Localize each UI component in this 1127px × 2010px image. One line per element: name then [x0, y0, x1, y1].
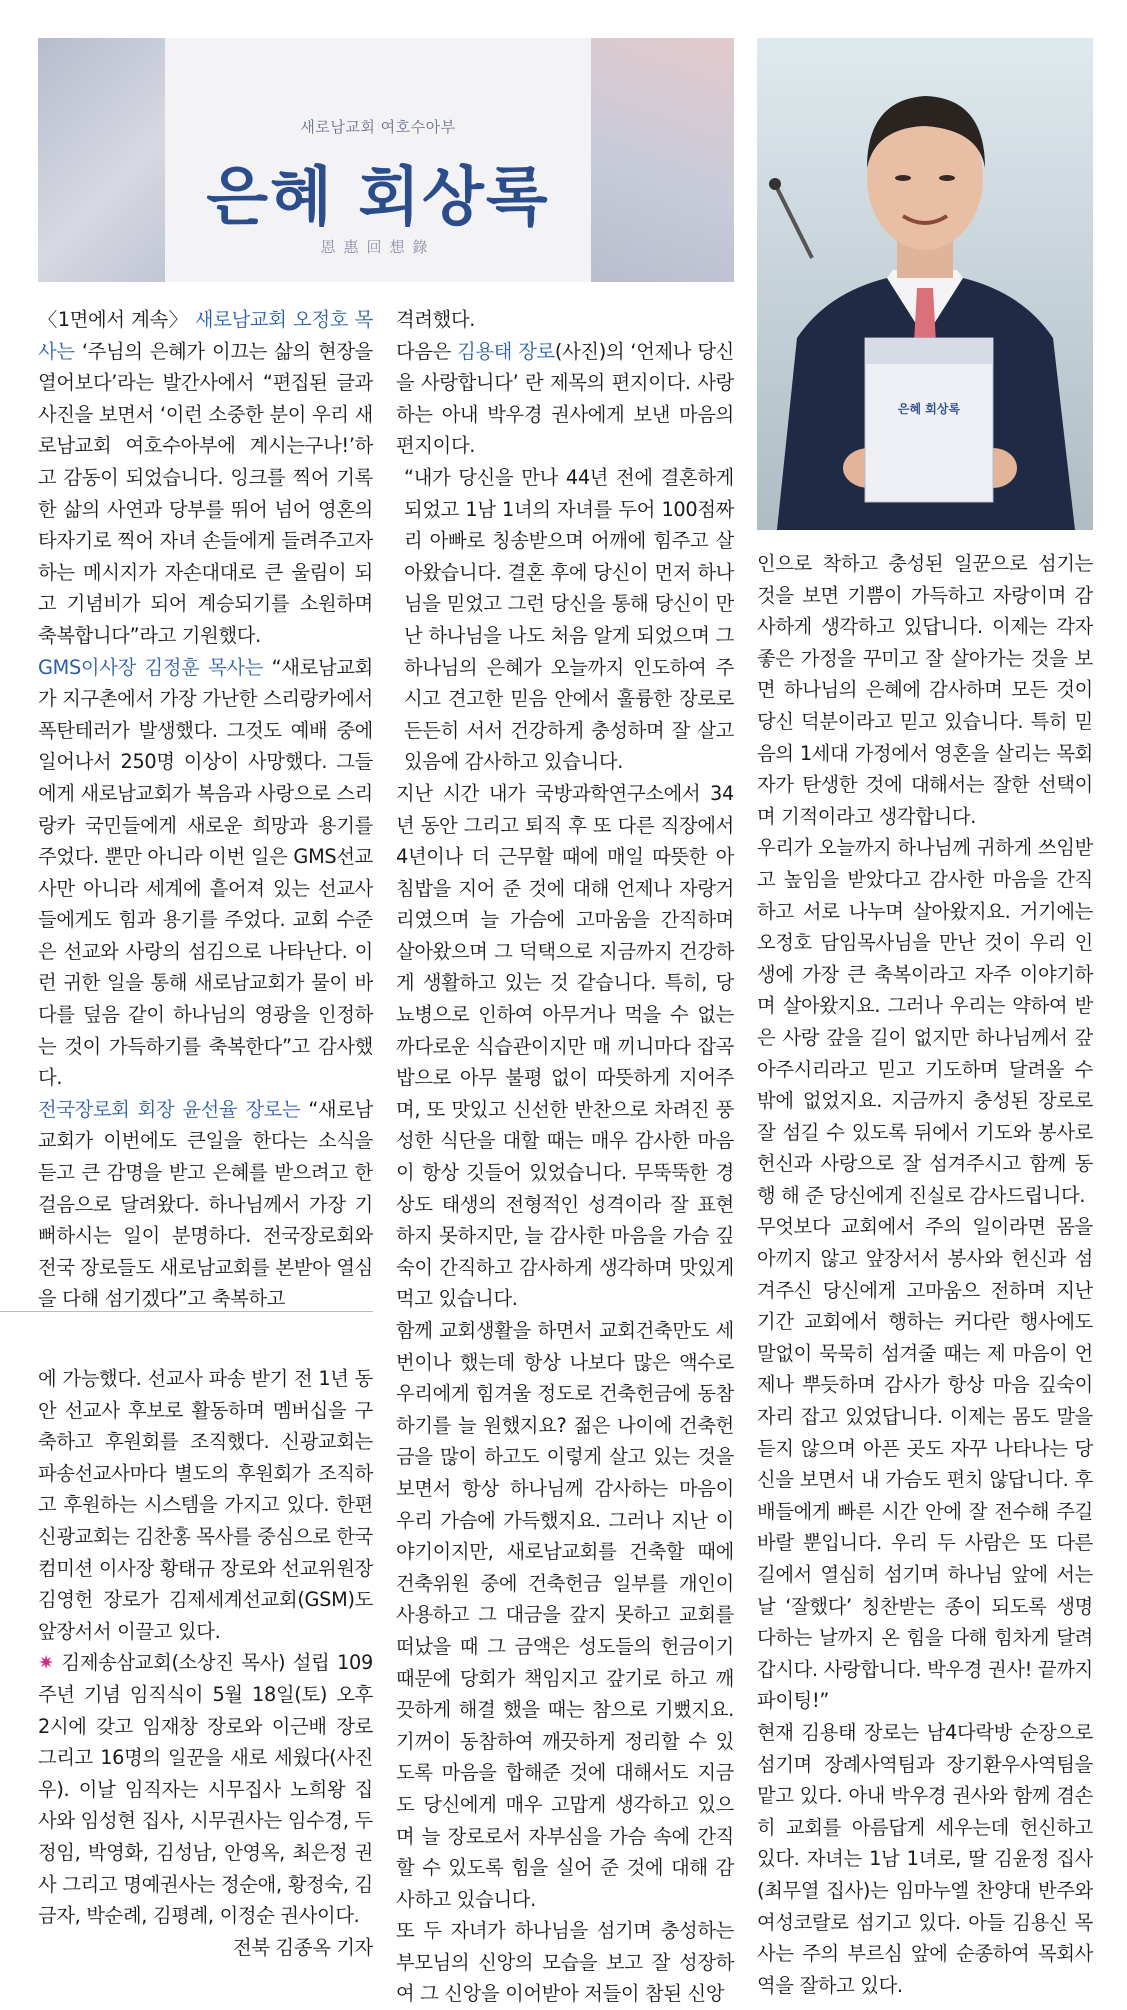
banner-subtitle: 새로남교회 여호수아부 — [300, 118, 456, 136]
paragraph — [38, 1647, 373, 1931]
star-icon: ✷ — [38, 1651, 54, 1675]
paragraph — [38, 1094, 373, 1315]
speaker-name: 새로남교회 오정호 목사는 — [38, 308, 373, 363]
portrait-illustration — [757, 38, 1093, 530]
column-3 — [757, 548, 1093, 2001]
paragraph-text: “새로남교회가 이번에도 큰일을 한다는 소식을 듣고 큰 감명을 받고 은혜를 받으려고 한걸음으로 달려왔다. 하나님께서 가장 기뻐하시는 일이 분명하다. 전국장로회와 전국 장로들도 새로남교회를 본받아 열심을 다해 섬기겠다”고 축복하고 — [38, 1097, 373, 1311]
paragraph: 현재 김용태 장로는 남4다락방 순장으로 섬기며 장례사역팀과 장기환우사역팀을 맡고 있다. 아내 박우경 권사와 함께 겸손히 교회를 아름답게 세우는데 헌신하고 있다. 자녀는 1남 1녀로, 딸 김윤정 집사(최무열 집사)는 임마누엘 찬양대 반주와 여성코랄로 섬기고 있다. 아들 김용신 목사는 주의 부르심 앞에 순종하여 목회사역을 잘하고 있다. — [757, 1720, 1093, 1997]
paragraph — [396, 336, 734, 462]
banner-left-decoration — [38, 38, 165, 282]
speaker-name: 김용태 장로 — [457, 339, 555, 363]
paragraph — [38, 304, 373, 652]
paragraph-text: “새로남교회가 지구촌에서 가장 가난한 스리랑카에서 폭탄테러가 발생했다. 그것도 예배 중에 일어나서 250명 이상이 사망했다. 그들에게 새로남교회가 복음과 사랑으로 스리랑카 국민들에게 새로운 희망과 용기를 주었다. 뿐만 아니라 이번 일은 GMS선교사만 아니라 세계에 흩어져 있는 선교사들에게도 힘과 용기를 주었다. 교회 수준은 선교와 사랑의 섬김으로 나타난다. 이런 귀한 일을 통해 새로남교회가 물이 바다를 덮음 같이 하나님의 영광을 인정하는 것이 가득하기를 축복한다”고 감사했다. — [38, 655, 373, 1090]
paragraph-text: 다음은 — [396, 339, 458, 363]
column-divider — [0, 1311, 373, 1312]
banner-right-decoration — [591, 38, 734, 282]
portrait-photo — [757, 38, 1093, 530]
paragraph: 우리가 오늘까지 하나님께 귀하게 쓰임받고 높임을 받았다고 감사한 마음을 간직하고 서로 나누며 살아왔지요. 거기에는 오정호 담임목사님을 만난 것이 우리 인생에 가장 큰 축복이라고 자주 이야기하며 살아왔지요. 그러나 우리는 약하여 받은 사랑 갚을 길이 없지만 하나님께서 갚아주시리라고 믿고 기도하며 달려올 수 밖에 없었지요. 지금까지 충성된 장로로 잘 섬길 수 있도록 뒤에서 기도와 봉사로 헌신과 사랑으로 잘 섬겨주시고 함께 동행 해 준 당신에게 진실로 감사드립니다. — [757, 836, 1093, 1207]
column-1-bottom — [38, 1363, 373, 1963]
paragraph: 무엇보다 교회에서 주의 일이라면 몸을 아끼지 않고 앞장서서 봉사와 헌신과 섬겨주신 당신에게 고마움으 전하며 지난 기간 교회에서 행하는 커다란 행사에도 말없이 묵묵히 섬겨줄 때는 제 마음이 언제나 뿌듯하며 감사가 항상 마음 깊숙이 자리 잡고 있었답니다. 이제는 몸도 말을 듣지 않으며 아픈 곳도 자꾸 나타나는 당신을 보면서 내 가슴도 편치 않답니다. 후배들에게 빠른 시간 안에 잘 전수해 주길 바랄 뿐입니다. 우리 두 사람은 또 다른 길에서 열심히 섬기며 하나님 앞에 서는 날 ‘잘했다’ 칭찬받는 종이 되도록 생명 다하는 날까지 온 힘을 다해 힘차게 달려갑시다. 사랑합니다. 박우경 권사! 끝까지 파이팅!” — [757, 1215, 1093, 1713]
column-2 — [396, 304, 734, 2010]
speaker-name: GMS이사장 김정훈 목사는 — [38, 655, 264, 679]
paragraph: “내가 당신을 만나 44년 전에 결혼하게 되었고 1남 1녀의 자녀를 두어 100점짜리 아빠로 칭송받으며 어깨에 힘주고 살아왔습니다. 결혼 후에 당신이 먼저 하나님을 믿었고 그런 당신을 통해 당신이 만난 하나님을 나도 처음 알게 되었으며 그 하나님의 은혜가 오늘까지 인도하여 주시고 견고한 믿음 안에서 훌륭한 장로로 든든히 서서 건강하게 충성하며 잘 살고 있음에 감사하고 있습니다. — [404, 465, 734, 774]
paragraph: 또 두 자녀가 하나님을 섬기며 충성하는 부모님의 신앙의 모습을 보고 잘 성장하여 그 신앙을 이어받아 저들이 참된 신앙 — [396, 1919, 734, 2006]
continued-note: 〈1면에서 계속〉 — [38, 308, 195, 331]
speaker-name: 전국장로회 회장 윤선율 장로는 — [38, 1097, 301, 1121]
book-title: 은혜 회상록 — [897, 402, 961, 416]
banner-image — [38, 38, 734, 282]
paragraph-text: ‘주님의 은혜가 이끄는 삶의 현장을 열어보다’라는 발간사에서 “편집된 글과 사진을 보면서 ‘이런 소중한 분이 우리 새로남교회 여호수아부에 계시는구나!’하고 감동이 되었습니다. 잉크를 찍어 기록한 삶의 사연과 당부를 뛰어 넘어 영혼의 타자기로 찍어 자녀 손들에게 들려주고자 하는 메시지가 자손대대로 큰 울림이 되고 기념비가 되어 계승되기를 소원하며 축복합니다”라고 기원했다. — [38, 339, 373, 647]
paragraph: 지난 시간 내가 국방과학연구소에서 34년 동안 그리고 퇴직 후 또 다른 직장에서 4년이나 더 근무할 때에 매일 따뜻한 아침밥을 지어 준 것에 대해 언제나 자랑거리였으며 늘 가슴에 고마움을 간직하며 살아왔으며 그 덕택으로 지금까지 건강하게 생활하고 있는 것 같습니다. 특히, 당뇨병으로 인하여 아무거나 먹을 수 없는 까다로운 식습관이지만 매 끼니마다 잡곡밥으로 아무 불평 없이 따뜻하게 지어주며, 또 맛있고 신선한 반찬으로 차려진 풍성한 식단을 대할 때는 매우 감사한 마음이 항상 깃들어 있었습니다. 무뚝뚝한 경상도 태생의 전형적인 성격이라 잘 표현하지 못하지만, 늘 감사한 마음을 가슴 깊숙이 간직하고 감사하게 생각하며 맛있게 먹고 있습니다. — [396, 781, 734, 1311]
banner-hanja: 恩惠回想錄 — [320, 238, 436, 256]
paragraph: 함께 교회생활을 하면서 교회건축만도 세 번이나 했는데 항상 나보다 많은 액수로 우리에게 힘겨울 정도로 건축헌금에 동참하기를 늘 원했지요? 젊은 나이에 건축헌금을 많이 하고도 이렇게 살고 있는 것을 보면서 항상 하나님께 감사하는 마음이 우리 가슴에 가득했지요. 그러나 지난 이야기이지만, 새로남교회를 건축할 때에 건축위원 중에 건축헌금 일부를 개인이 사용하고 그 대금을 갚지 못하고 교회를 떠났을 때 그 금액은 성도들의 헌금이기 때문에 당회가 책임지고 갚기로 하고 깨끗하게 해결 했을 때는 참으로 기뻤지요. 기꺼이 동참하여 깨끗하게 정리할 수 있도록 마음을 합해준 것에 대해서도 지금도 당신에게 매우 고맙게 생각하고 있으며 늘 장로로서 자부심을 가슴 속에 간직할 수 있도록 힘을 실어 준 것에 대해 감사하고 있습니다. — [396, 1319, 734, 1911]
paragraph-text: (사진)의 ‘언제나 당신을 사랑합니다’ 란 제목의 편지이다. 사랑하는 아내 박우경 권사에게 보낸 마음의 편지이다. — [396, 339, 734, 458]
paragraph: 격려했다. — [396, 308, 476, 331]
paragraph-text: 김제송삼교회(소상진 목사) 설립 109주년 기념 임직식이 5월 18일(토) 오후 2시에 갖고 임재창 장로와 이근배 장로 그리고 16명의 일꾼을 새로 세웠다(사진 우). 이날 임직자는 시무집사 노희왕 집사와 임성현 집사, 시무권사는 임수경, 두정임, 박영화, 김성남, 안영옥, 최은정 권사 그리고 명예권사는 정순애, 황정숙, 김금자, 박순례, 김평례, 이정순 권사이다. — [38, 1651, 373, 1928]
paragraph: 에 가능했다. 선교사 파송 받기 전 1년 동안 선교사 후보로 활동하며 멤버십을 구축하고 후원회를 조직했다. 신광교회는 파송선교사마다 별도의 후원회가 조직하고 후원하는 시스템을 가지고 있다. 한편 신광교회는 김찬홍 목사를 중심으로 한국컴미션 이사장 황태규 장로와 선교위원장 김영헌 장로가 김제세계선교회(GSM)도 앞장서서 이끌고 있다. — [38, 1367, 373, 1643]
reporter-byline: 전북 김종옥 기자 — [233, 1935, 373, 1959]
banner-title: 은혜 회상록 — [206, 161, 550, 235]
paragraph — [38, 652, 373, 1094]
paragraph: 인으로 착하고 충성된 일꾼으로 섬기는 것을 보면 기쁨이 가득하고 자랑이며 감사하게 생각하고 있답니다. 이제는 각자 좋은 가정을 꾸미고 잘 살아가는 것을 보면 하나님의 은혜에 감사하며 모든 것이 당신 덕분이라고 믿고 있습니다. 특히 믿음의 1세대 가정에서 영혼을 살리는 목회자가 탄생한 것에 대해서는 잘한 선택이며 기적이라고 생각합니다. — [757, 552, 1093, 828]
column-1 — [38, 304, 373, 1315]
